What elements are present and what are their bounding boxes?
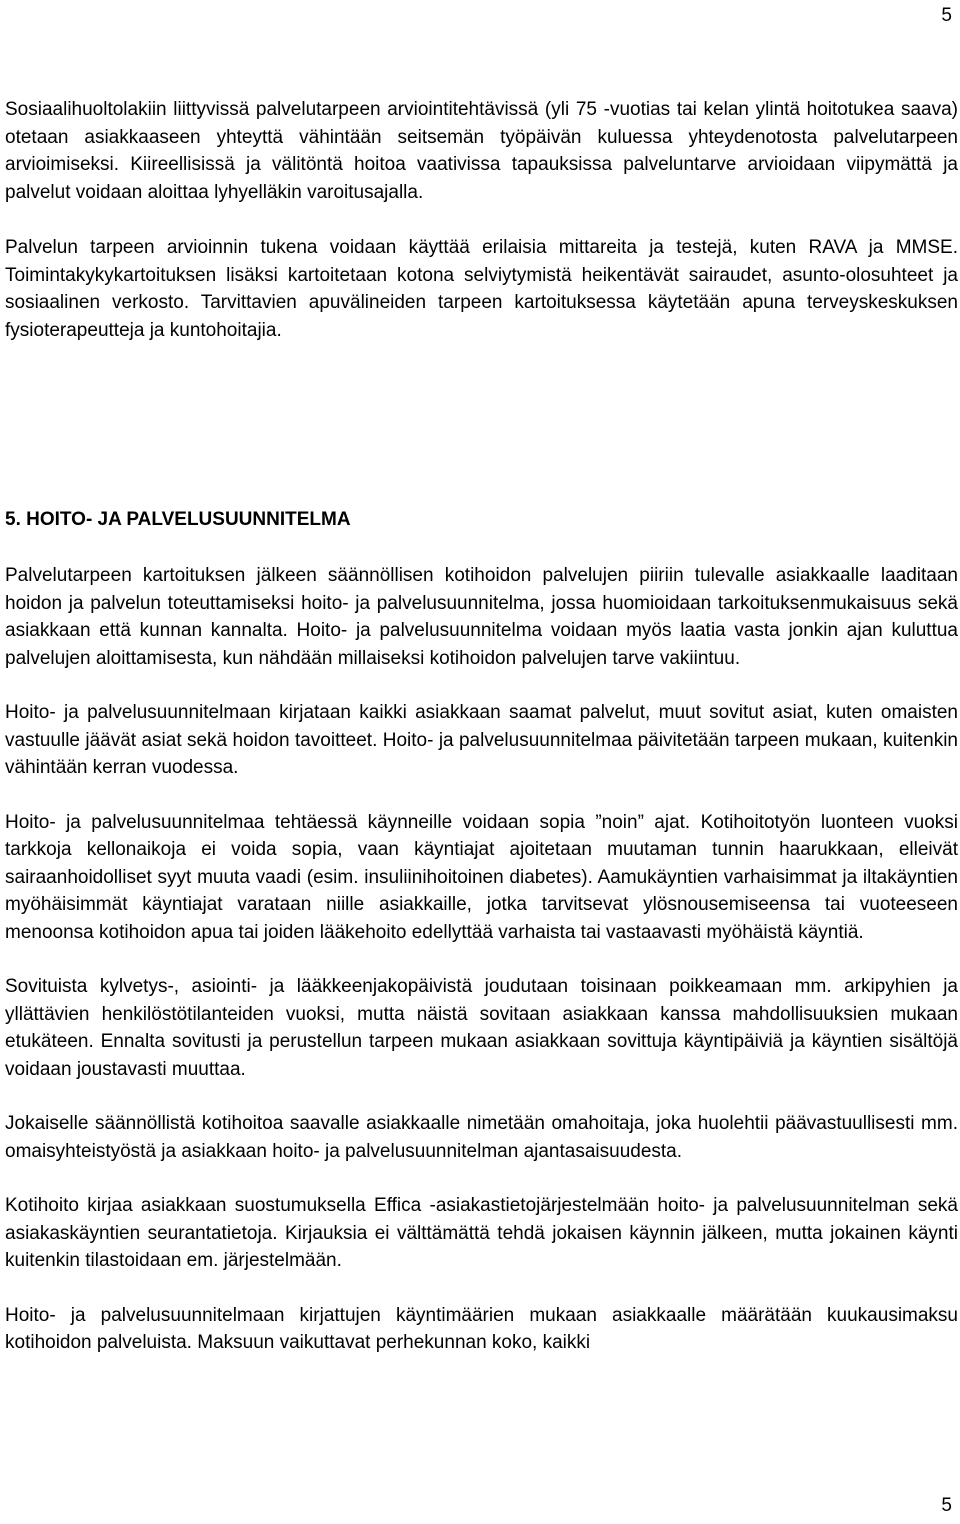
page-number-top: 5 bbox=[941, 5, 952, 26]
paragraph-care-plan-intro: Palvelutarpeen kartoituksen jälkeen säännöllisen kotihoidon palvelujen piiriin tulevalle asiakkaalle laaditaan hoidon ja palvelun toteuttamiseksi hoito- ja palvelusuunnitelma, jossa huomioidaan tarkoituksenmukaisuus sekä asiakkaan että kunnan kannalta. Hoito- ja palvelusuunnitelma voidaan myös laatia vasta jonkin ajan kuluttua palvelujen aloittamisesta, kun nähdään millaiseksi kotihoidon palvelujen tarve vakiintuu. bbox=[5, 565, 958, 669]
paragraph-primary-nurse: Jokaiselle säännöllistä kotihoitoa saavalle asiakkaalle nimetään omahoitaja, joka huolehtii päävastuullisesti mm. omaisyhteistyöstä ja asiakkaan hoito- ja palvelusuunnitelman ajantasaisuudesta. bbox=[5, 1113, 958, 1162]
paragraph-monthly-fee: Hoito- ja palvelusuunnitelmaan kirjattujen käyntimäärien mukaan asiakkaalle määrätään kuukausimaksu kotihoidon palveluista. Maksuun vaikuttavat perhekunnan koko, kaikki bbox=[5, 1304, 958, 1353]
paragraph-documentation: Kotihoito kirjaa asiakkaan suostumuksella Effica -asiakastietojärjestelmään hoito- ja palvelusuunnitelman sekä asiakaskäyntien seurantatietoja. Kirjauksia ei välttämättä tehdä jokaisen käynnin jälkeen, mutta jokainen käynti kuitenkin tilastoidaan em. järjestelmään. bbox=[5, 1195, 958, 1271]
paragraph-visit-times: Hoito- ja palvelusuunnitelmaa tehtäessä käynneille voidaan sopia ”noin” ajat. Kotihoitotyön luonteen vuoksi tarkkoja kellonaikoja ei voida sopia, vaan käyntiajat ajoitetaan muutaman tunnin haarukkaan, elleivät sairaanhoidolliset syyt muuta vaadi (esim. insuliinihoitoinen diabetes). Aamukäyntien varhaisimmat ja iltakäyntien myöhäisimmät käyntiajat varataan niille asiakkaille, jotka tarvitsevat ylösnousemiseensa tai vuoteeseen menoonsa kotihoidon apua tai joiden lääkehoito edellyttää varhaista tai vastaavasti myöhäistä käyntiä. bbox=[5, 811, 958, 943]
care-plan-section bbox=[5, 562, 958, 1384]
paragraph-assessment-tools: Palvelun tarpeen arvioinnin tukena voidaan käyttää erilaisia mittareita ja testejä, kuten RAVA ja MMSE. Toimintakykykartoituksen lisäksi kartoitetaan kotona selviytymistä heikentävät sairaudet, asunto-olosuhteet ja sosiaalinen verkosto. Tarvittavien apuvälineiden tarpeen kartoituksessa käytetään apuna terveyskeskuksen fysioterapeutteja ja kuntohoitajia. bbox=[5, 237, 958, 341]
intro-section bbox=[5, 96, 958, 344]
paragraph-schedule-changes: Sovituista kylvetys-, asiointi- ja lääkkeenjakopäivistä joudutaan toisinaan poikkeamaan mm. arkipyhien ja yllättävien henkilöstötilanteiden vuoksi, mutta näistä sovitaan asiakkaan kanssa mahdollisuuksien mukaan etukäteen. Ennalta sovitusti ja perustellun tarpeen mukaan asiakkaan sovittuja käyntipäiviä ja käyntien sisältöjä voidaan joustavasti muuttaa. bbox=[5, 976, 958, 1080]
section-heading: 5. HOITO- JA PALVELUSUUNNITELMA bbox=[5, 509, 351, 530]
paragraph-care-plan-content: Hoito- ja palvelusuunnitelmaan kirjataan kaikki asiakkaan saamat palvelut, muut sovitut asiat, kuten omaisten vastuulle jäävät asiat sekä hoidon tavoitteet. Hoito- ja palvelusuunnitelmaa päivitetään tarpeen mukaan, kuitenkin vähintään kerran vuodessa. bbox=[5, 702, 958, 778]
paragraph-service-need-assessment: Sosiaalihuoltolakiin liittyvissä palvelutarpeen arviointitehtävissä (yli 75 -vuotias tai kelan ylintä hoitotukea saava) otetaan asiakkaaseen yhteyttä vähintään seitsemän työpäivän kuluessa yhteydenotosta palvelutarpeen arvioimiseksi. Kiireellisissä ja välitöntä hoitoa vaativissa tapauksissa palveluntarve arvioidaan viipymättä ja palvelut voidaan aloittaa lyhyelläkin varoitusajalla. bbox=[5, 99, 958, 203]
page-number-bottom: 5 bbox=[941, 1495, 952, 1516]
